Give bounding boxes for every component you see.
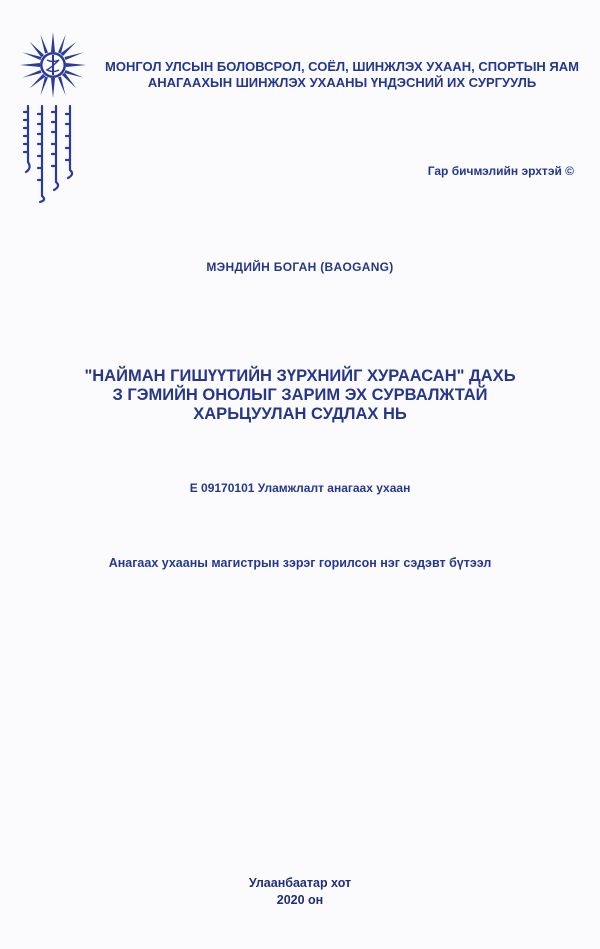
year: 2020 он <box>276 893 324 907</box>
degree-statement: Анагаах ухааны магистрын зэрэг горилсон нэг сэдэвт бүтээл <box>108 556 492 570</box>
title-line-1: "НАЙМАН ГИШҮҮТИЙН ЗҮРХНИЙГ ХУРААСАН" ДАХЬ <box>84 367 516 385</box>
ministry-name: МОНГОЛ УЛСЫН БОЛОВСРОЛ, СОЁЛ, ШИНЖЛЭХ УХААН, СПОРТЫН ЯАМ <box>105 59 579 74</box>
place-and-year <box>0 875 600 909</box>
specialty-code: Е 09170101 Уламжлалт анагаах ухаан <box>189 481 411 495</box>
title-line-2: З ГЭМИЙН ОНОЛЫГ ЗАРИМ ЭХ СУРВАЛЖТАЙ <box>112 386 488 404</box>
ministry-header <box>96 59 588 91</box>
author-name: МЭНДИЙН БОГАН (BAOGANG) <box>206 260 394 274</box>
title-line-3: ХАРЬЦУУЛАН СУДЛАХ НЬ <box>193 405 407 423</box>
thesis-title <box>0 367 600 424</box>
copyright-notice: Гар бичмэлийн эрхтэй © <box>427 164 574 178</box>
university-name: АНАГААХЫН ШИНЖЛЭХ УХААНЫ ҮНДЭСНИЙ ИХ СУРГУУЛЬ <box>147 75 537 90</box>
mongolian-script-icon <box>20 104 90 204</box>
city-name: Улаанбаатар хот <box>248 876 352 890</box>
university-emblem-icon <box>18 30 88 100</box>
